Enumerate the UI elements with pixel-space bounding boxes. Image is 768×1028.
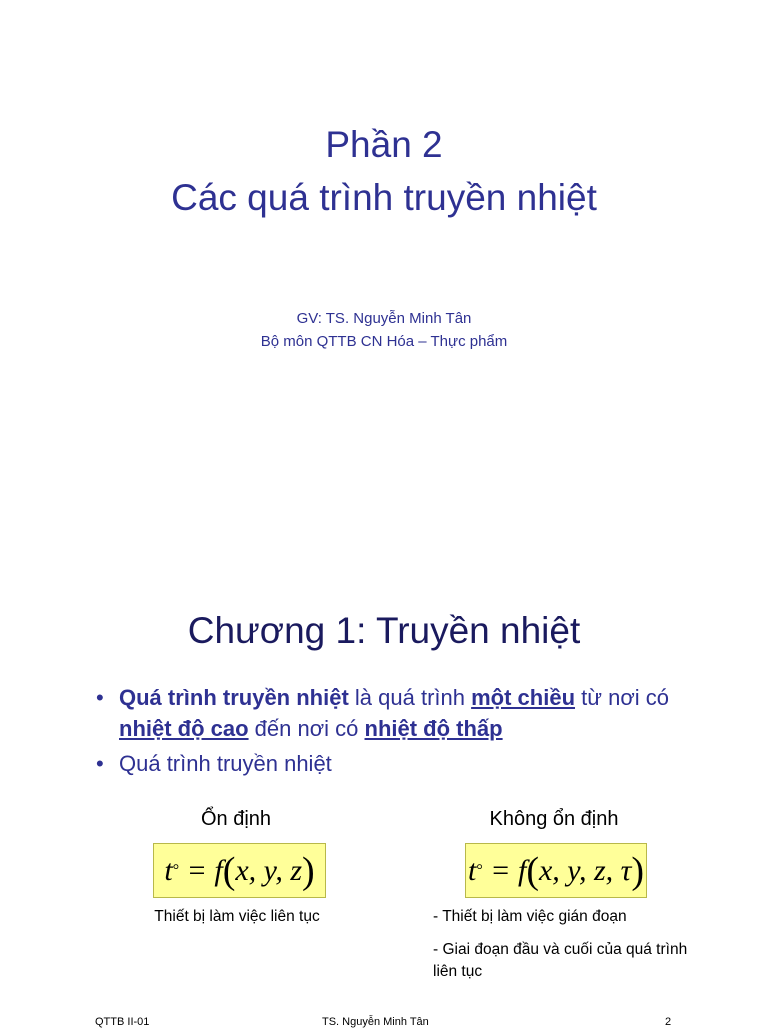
steady-label: Ổn định (200, 808, 272, 830)
lecturer-name: GV: TS. Nguyễn Minh Tân (296, 310, 472, 327)
formula-equals: = f (482, 853, 527, 887)
formula-args: x, y, z, τ (538, 853, 632, 887)
steady-formula-box (153, 843, 326, 898)
slide-1-author-block (0, 307, 768, 353)
part-heading: Phần 2 (325, 124, 443, 165)
bullet-icon: • (96, 751, 104, 776)
bullet-emphasis-one-way: một chiều (471, 685, 576, 710)
degree-symbol: ° (476, 861, 483, 879)
bullet-term: Quá trình truyền nhiệt (119, 685, 349, 710)
formula-paren-close: ) (302, 849, 315, 892)
bullet-item-process (96, 748, 706, 779)
unsteady-formula-box (465, 843, 647, 898)
footer-course-code: QTTB II-01 (95, 1016, 150, 1028)
formula-args: x, y, z (235, 853, 302, 887)
formula-paren-close: ) (631, 849, 645, 892)
bullet-text: là quá trình (348, 685, 472, 710)
bullet-emphasis-high-temp: nhiệt độ cao (119, 716, 249, 741)
formula-paren-open: ( (526, 849, 539, 892)
steady-note: Thiết bị làm việc liên tục (154, 908, 320, 925)
bullet-icon: • (96, 685, 104, 710)
department-name: Bộ môn QTTB CN Hóa – Thực phẩm (260, 333, 508, 350)
part-subtitle: Các quá trình truyền nhiệt (171, 177, 597, 218)
footer-page-number: 2 (665, 1016, 672, 1028)
bullet-list (96, 682, 706, 779)
bullet-text: Quá trình truyền nhiệt (119, 751, 332, 776)
unsteady-note-2: - Giai đoạn đầu và cuối của quá trình liên tục (433, 941, 688, 980)
unsteady-note-1: - Thiết bị làm việc gián đoạn (433, 908, 627, 925)
unsteady-label: Không ổn định (489, 808, 619, 830)
bullet-text: từ nơi có (575, 685, 669, 710)
formula-t: t (467, 853, 477, 887)
footer-author: TS. Nguyễn Minh Tân (322, 1016, 429, 1028)
bullet-text: đến nơi có (248, 716, 365, 741)
degree-symbol: ° (172, 861, 180, 879)
chapter-title: Chương 1: Truyền nhiệt (187, 610, 581, 651)
slide-1-title (0, 118, 768, 224)
formula-t: t (164, 853, 173, 887)
formula-equals: = f (179, 853, 223, 887)
formula-paren-open: ( (222, 849, 236, 892)
bullet-item-definition (96, 682, 706, 744)
bullet-emphasis-low-temp: nhiệt độ thấp (364, 716, 503, 741)
